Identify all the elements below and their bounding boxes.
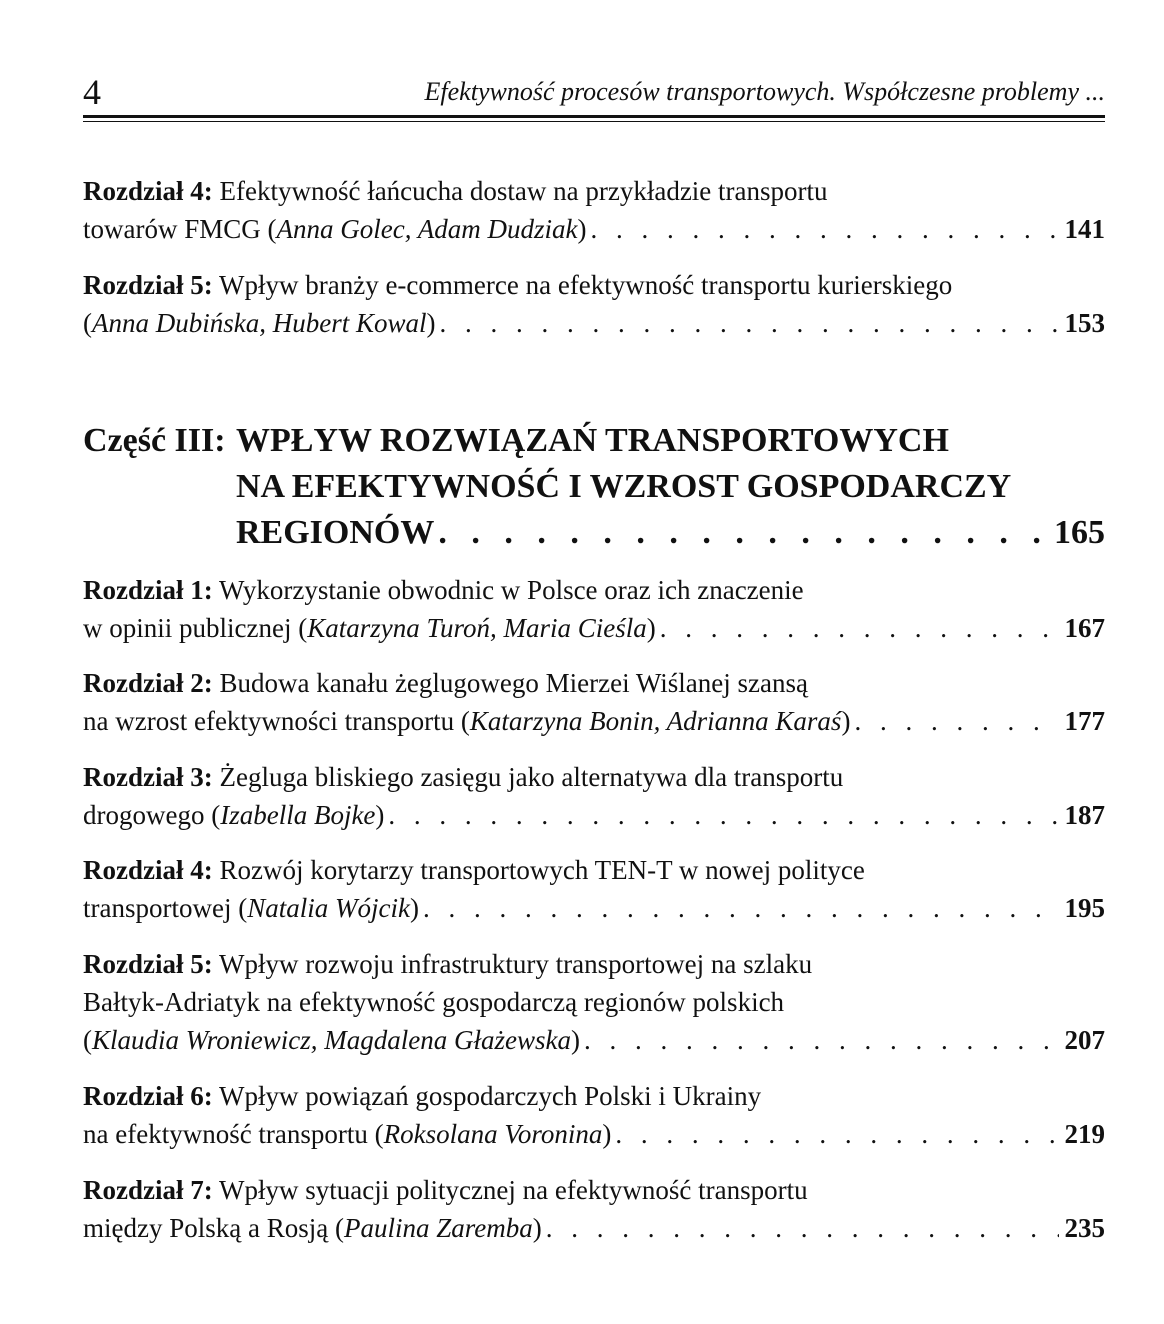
chapter-label: Rozdział 5: [83, 949, 213, 979]
chapter-title: Wykorzystanie obwodnic w Polsce oraz ich znaczenie [219, 575, 804, 605]
chapter-label: Rozdział 1: [83, 575, 213, 605]
page-header [83, 60, 1105, 120]
chapter-title-cont: w opinii publicznej ( [83, 613, 308, 643]
chapter-label: Rozdział 2: [83, 668, 213, 698]
leader-dots [580, 1021, 1059, 1059]
chapter-authors: Anna Dubińska, Hubert Kowal [92, 308, 427, 338]
paren-close: ) [426, 308, 436, 338]
page-ref[interactable]: 219 [1064, 1119, 1105, 1149]
leader-dots [656, 609, 1059, 647]
page-ref[interactable]: 187 [1064, 800, 1105, 830]
chapter-label: Rozdział 4: [83, 176, 213, 206]
chapter-label: Rozdział 3: [83, 762, 213, 792]
chapter-title: Wpływ branży e-commerce na efektywność transportu kurierskiego [219, 270, 953, 300]
page-ref[interactable]: 153 [1064, 308, 1105, 338]
paren-close: ) [570, 1025, 580, 1055]
toc-entry[interactable] [83, 851, 1105, 927]
part-title [236, 418, 1105, 556]
chapter-authors: Izabella Bojke [220, 800, 376, 830]
part-label: Część III: [83, 422, 226, 459]
page-ref[interactable]: 177 [1064, 706, 1105, 736]
paren-close: ) [532, 1213, 542, 1243]
chapter-authors: Anna Golec, Adam Dudziak [276, 214, 578, 244]
chapter-title: Rozwój korytarzy transportowych TEN-T w nowej polityce [219, 855, 865, 885]
chapter-authors: Katarzyna Bonin, Adrianna Karaś [469, 706, 842, 736]
paren-close: ) [375, 800, 385, 830]
chapter-label: Rozdział 7: [83, 1175, 213, 1205]
leader-dots [384, 796, 1058, 834]
chapter-label: Rozdział 6: [83, 1081, 213, 1111]
page-number: 4 [83, 72, 101, 112]
chapter-title-cont: ( [83, 308, 92, 338]
toc-entry[interactable] [83, 664, 1105, 740]
paren-close: ) [841, 706, 851, 736]
paren-close: ) [409, 893, 419, 923]
leader-dots [542, 1209, 1059, 1247]
leader-dots [419, 889, 1059, 927]
toc-entry[interactable] [83, 945, 1105, 1059]
part-title-line: WPŁYW ROZWIĄZAŃ TRANSPORTOWYCH [236, 422, 949, 459]
leader-dots [611, 1115, 1058, 1153]
page-ref[interactable]: 165 [1054, 514, 1105, 551]
toc-entry[interactable] [83, 266, 1105, 342]
page-ref[interactable]: 235 [1064, 1213, 1105, 1243]
header-rule-thin [83, 121, 1105, 122]
leader-dots [434, 510, 1048, 556]
chapter-title: Wpływ sytuacji politycznej na efektywność transportu [219, 1175, 808, 1205]
page-ref[interactable]: 167 [1064, 613, 1105, 643]
leader-dots [436, 304, 1059, 342]
chapter-title-cont: towarów FMCG ( [83, 214, 277, 244]
running-title: Efektywność procesów transportowych. Współczesne problemy ... [424, 77, 1105, 106]
chapter-label: Rozdział 4: [83, 855, 213, 885]
chapter-authors: Klaudia Wroniewicz, Magdalena Głażewska [92, 1025, 571, 1055]
page-ref[interactable]: 195 [1064, 893, 1105, 923]
leader-dots [850, 702, 1058, 740]
paren-close: ) [577, 214, 587, 244]
chapter-title: Żegluga bliskiego zasięgu jako alternatywa dla transportu [219, 762, 844, 792]
chapter-title-cont: transportowej ( [83, 893, 248, 923]
chapter-title-cont: na wzrost efektywności transportu ( [83, 706, 470, 736]
paren-close: ) [646, 613, 656, 643]
toc-entry[interactable] [83, 172, 1105, 248]
chapter-title-cont: na efektywność transportu ( [83, 1119, 384, 1149]
chapter-title: Wpływ rozwoju infrastruktury transportowej na szlaku [219, 949, 813, 979]
page-ref[interactable]: 207 [1064, 1025, 1105, 1055]
toc-entry[interactable] [83, 1171, 1105, 1247]
part-title-line: REGIONÓW [236, 514, 435, 551]
chapter-title-cont: drogowego ( [83, 800, 221, 830]
leader-dots [586, 210, 1058, 248]
chapter-label: Rozdział 5: [83, 270, 213, 300]
chapter-authors: Katarzyna Turoń, Maria Cieśla [307, 613, 647, 643]
toc-entry[interactable] [83, 758, 1105, 834]
page-ref[interactable]: 141 [1064, 214, 1105, 244]
toc-entry[interactable] [83, 1077, 1105, 1153]
chapter-title: Budowa kanału żeglugowego Mierzei Wiślanej szansą [219, 668, 808, 698]
paren-close: ) [602, 1119, 612, 1149]
chapter-authors: Natalia Wójcik [247, 893, 410, 923]
part-title-line: NA EFEKTYWNOŚĆ I WZROST GOSPODARCZY [236, 468, 1012, 505]
chapter-title-cont: ( [83, 1025, 92, 1055]
chapter-title: Efektywność łańcucha dostaw na przykładzie transportu [219, 176, 828, 206]
chapter-title: Wpływ powiązań gospodarczych Polski i Ukrainy [219, 1081, 762, 1111]
chapter-authors: Paulina Zaremba [343, 1213, 533, 1243]
chapter-title-cont: Bałtyk-Adriatyk na efektywność gospodarczą regionów polskich [83, 987, 785, 1017]
chapter-authors: Roksolana Voronina [383, 1119, 603, 1149]
header-rule-thick [83, 115, 1105, 118]
chapter-title-cont: między Polską a Rosją ( [83, 1213, 344, 1243]
toc-entry[interactable] [83, 571, 1105, 647]
